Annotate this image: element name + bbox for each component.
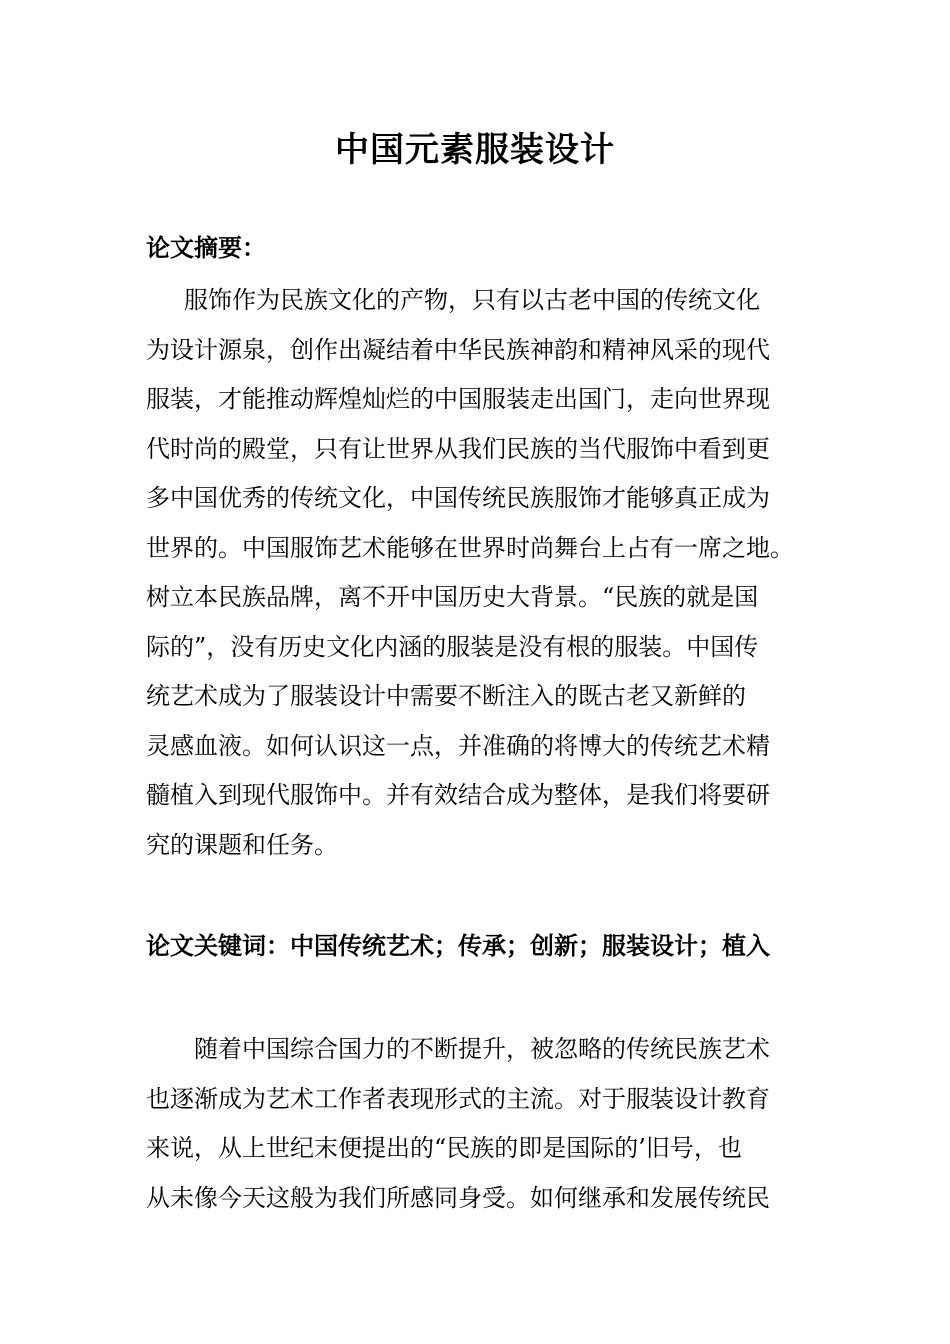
abstract-line: 灵感血液。如何认识这一点，并准确的将博大的传统艺术精 (146, 731, 770, 760)
abstract-line: 代时尚的殿堂，只有让世界从我们民族的当代服饰中看到更 (146, 434, 770, 463)
keywords-line: 论文关键词：中国传统艺术；传承；创新；服装设计；植入 (146, 931, 770, 960)
body-line: 也逐渐成为艺术工作者表现形式的主流。对于服装设计教育 (146, 1084, 770, 1113)
abstract-line: 世界的。中国服饰艺术能够在世界时尚舞台上占有一席之地。 (146, 533, 794, 562)
document-title: 中国元素服装设计 (335, 130, 615, 170)
abstract-line: 髓植入到现代服饰中。并有效结合成为整体，是我们将要研 (146, 781, 770, 809)
body-line: 来说，从上世纪末便提出的“民族的即是国际的’旧号，也 (146, 1134, 742, 1162)
body-line: 随着中国综合国力的不断提升，被忽略的传统民族艺术 (194, 1035, 770, 1063)
abstract-label: 论文摘要： (146, 233, 266, 262)
abstract-line: 服饰作为民族文化的产物，只有以古老中国的传统文化 (184, 286, 760, 314)
body-paragraph (146, 1025, 811, 1223)
abstract-line: 多中国优秀的传统文化，中国传统民族服饰才能够真正成为 (146, 484, 770, 512)
abstract-line: 服装，才能推动辉煌灿烂的中国服装走出国门，走向世界现 (146, 385, 770, 413)
abstract-line: 际的”，没有历史文化内涵的服装是没有根的服装。中国传 (146, 632, 759, 661)
body-line: 从未像今天这般为我们所感同身受。如何继承和发展传统民 (146, 1183, 770, 1212)
abstract-line: 树立本民族品牌，离不开中国历史大背景。“民族的就是国 (146, 583, 759, 611)
abstract-paragraph (146, 276, 811, 870)
abstract-line: 究的课题和任务。 (146, 830, 338, 859)
abstract-line: 为设计源泉，创作出凝结着中华民族神韵和精神风采的现代 (146, 335, 770, 364)
abstract-line: 统艺术成为了服装设计中需要不断注入的既古老又新鲜的 (146, 682, 746, 710)
